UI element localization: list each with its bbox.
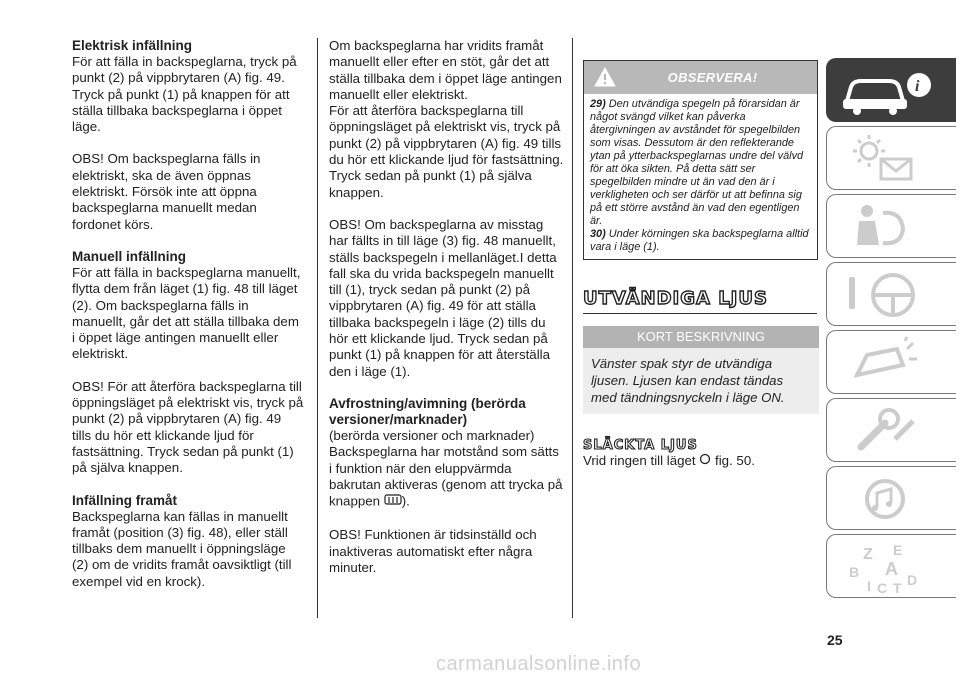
column-3: [583, 60, 819, 470]
ring-off-icon: [699, 453, 711, 469]
svg-text:B: B: [849, 564, 860, 580]
note-30: [590, 228, 811, 254]
watermark: carmanualsonline.info: [436, 653, 642, 675]
column-divider: [317, 38, 318, 618]
warning-box-header: [584, 61, 817, 94]
svg-text:D: D: [907, 572, 918, 588]
section-title: UTVÄNDIGA LJUS: [583, 288, 817, 314]
paragraph-text: Backspeglarna har motstånd som sätts i funktion när den eluppvärmda bakrutan aktiveras (genom att trycka på knappen: [329, 444, 563, 509]
heading-manual-folding: Manuell infällning: [72, 248, 186, 264]
paragraph: För att återföra backspeglarna till öppningsläget på elektriskt vis, tryck på punkt (2) på vippbrytaren (A) fig. 49 tills du hör ett klickande ljud för fastsättning. Tryck sedan på punkt (1) på själva knappen.: [329, 103, 564, 200]
paragraph: [329, 444, 564, 511]
paragraph: (berörda versioner och marknader): [329, 427, 535, 443]
svg-text:I: I: [867, 578, 871, 594]
paragraph-text: Vrid ringen till läget: [583, 453, 696, 468]
svg-text:E: E: [893, 542, 903, 558]
paragraph: För att fälla in backspeglarna manuellt, flytta dem från läget (1) fig. 48 till läget (2). Om backspeglarna fälls in manuellt, går det att ställa tillbaka dem i öppet läge antingen manuellt eller elektriskt.: [72, 264, 301, 362]
subsection-title: SLÄCKTA LJUS: [583, 438, 698, 453]
paragraph: För att fälla in backspeglarna, tryck på punkt (2) på vippbrytaren (A) fig. 49. Tryck på punkt (1) på knappen för att ställa tillbaka backspeglarna i öppet läge.: [72, 54, 297, 135]
svg-text:i: i: [915, 78, 920, 95]
tab-emergency[interactable]: [826, 330, 956, 394]
note-number: 30): [590, 228, 606, 240]
paragraph: OBS! Om backspeglarna fälls in elektriskt, ska de även öppnas elektriskt. Försök inte att öppna backspeglarna manuellt medan fordonet körs.: [72, 151, 261, 232]
paragraph: OBS! Funktionen är tidsinställd och inaktiveras automatiskt efter några minuter.: [329, 527, 537, 576]
note-text: Under körningen ska backspeglarna alltid vara i läge (1).: [590, 228, 809, 253]
note-number: 29): [590, 98, 606, 110]
tab-multimedia[interactable]: [826, 466, 956, 530]
svg-text:A: A: [885, 559, 898, 579]
rear-defrost-icon: [384, 493, 402, 511]
paragraph-text: ).: [401, 493, 410, 509]
warning-box-title: OBSERVERA!: [667, 70, 758, 85]
summary-header: KORT BESKRIVNING: [583, 326, 819, 348]
paragraph: Backspeglarna kan fällas in manuellt framåt (position (3) fig. 48), eller ställ tillbaks dem manuellt i öppningsläge (2) om de vridits framåt oavsiktligt (till exempel vid en krock).: [72, 508, 292, 589]
tab-warning-lights[interactable]: [826, 126, 956, 190]
paragraph: OBS! För att återföra backspeglarna till öppningsläget på elektriskt vis, tryck på punkt (2) på vippbrytaren (A) fig. 49 tills du hör ett klickande ljud för fastsättning. Tryck sedan på punkt (1) på själva knappen.: [72, 378, 304, 476]
tab-starting-driving[interactable]: [826, 262, 956, 326]
tab-index[interactable]: [826, 534, 956, 598]
heading-defrost: Avfrostning/avimning (berörda versioner/marknader): [329, 395, 526, 427]
summary-body: Vänster spak styr de utvändiga ljusen. Ljusen kan endast tändas med tändningsnyckeln i läge ON.: [583, 348, 819, 414]
tab-safety[interactable]: [826, 194, 956, 258]
warning-box-body: [584, 94, 817, 259]
tab-maintenance[interactable]: [826, 398, 956, 462]
column-1: [72, 38, 304, 590]
column-2: [329, 38, 564, 576]
note-text: Den utvändiga spegeln på förarsidan är något svängd vilket kan påverka återgivningen av avståndet för spegelbilden som visas. Dessutom är den reflekterande ytan på ytterbackspeglarnas undre del välvd för att öka sikten. På detta sätt ser spegelbilden mindre ut än vad den är i verkligheten och ser därför ut att befinna sig på ett större avstånd än vad den egentligen är.: [590, 98, 804, 227]
paragraph: Om backspeglarna har vridits framåt manuellt eller efter en stöt, går det att ställa tillbaka dem i öppet läge antingen manuellt eller elektriskt.: [329, 38, 562, 102]
svg-text:C: C: [877, 580, 888, 595]
page-number: 25: [827, 632, 843, 648]
tab-car-info[interactable]: [826, 58, 956, 122]
paragraph: [583, 453, 819, 470]
warning-box: [583, 60, 818, 260]
heading-electric-folding: Elektrisk infällning: [72, 38, 193, 53]
paragraph: OBS! Om backspeglarna av misstag har fällts in till läge (3) fig. 48 manuellt, ställs backspegeln i mellanläget.I detta fall ska du vrida backspegeln manuellt till (1), tryck sedan på punkt (2) på vippbrytaren (A) fig. 49 för att ställa tillbaka backspegeln i läge (2) tills du hör ett klickande ljud. Tryck sedan på punkt (1) på knappen för att återställa den i läge (1).: [329, 216, 557, 379]
column-divider: [572, 38, 573, 618]
note-29: [590, 98, 811, 228]
svg-text:T: T: [893, 580, 902, 595]
svg-text:Z: Z: [863, 546, 873, 563]
paragraph-text: fig. 50.: [715, 453, 755, 468]
heading-forward-folding: Infällning framåt: [72, 492, 178, 508]
